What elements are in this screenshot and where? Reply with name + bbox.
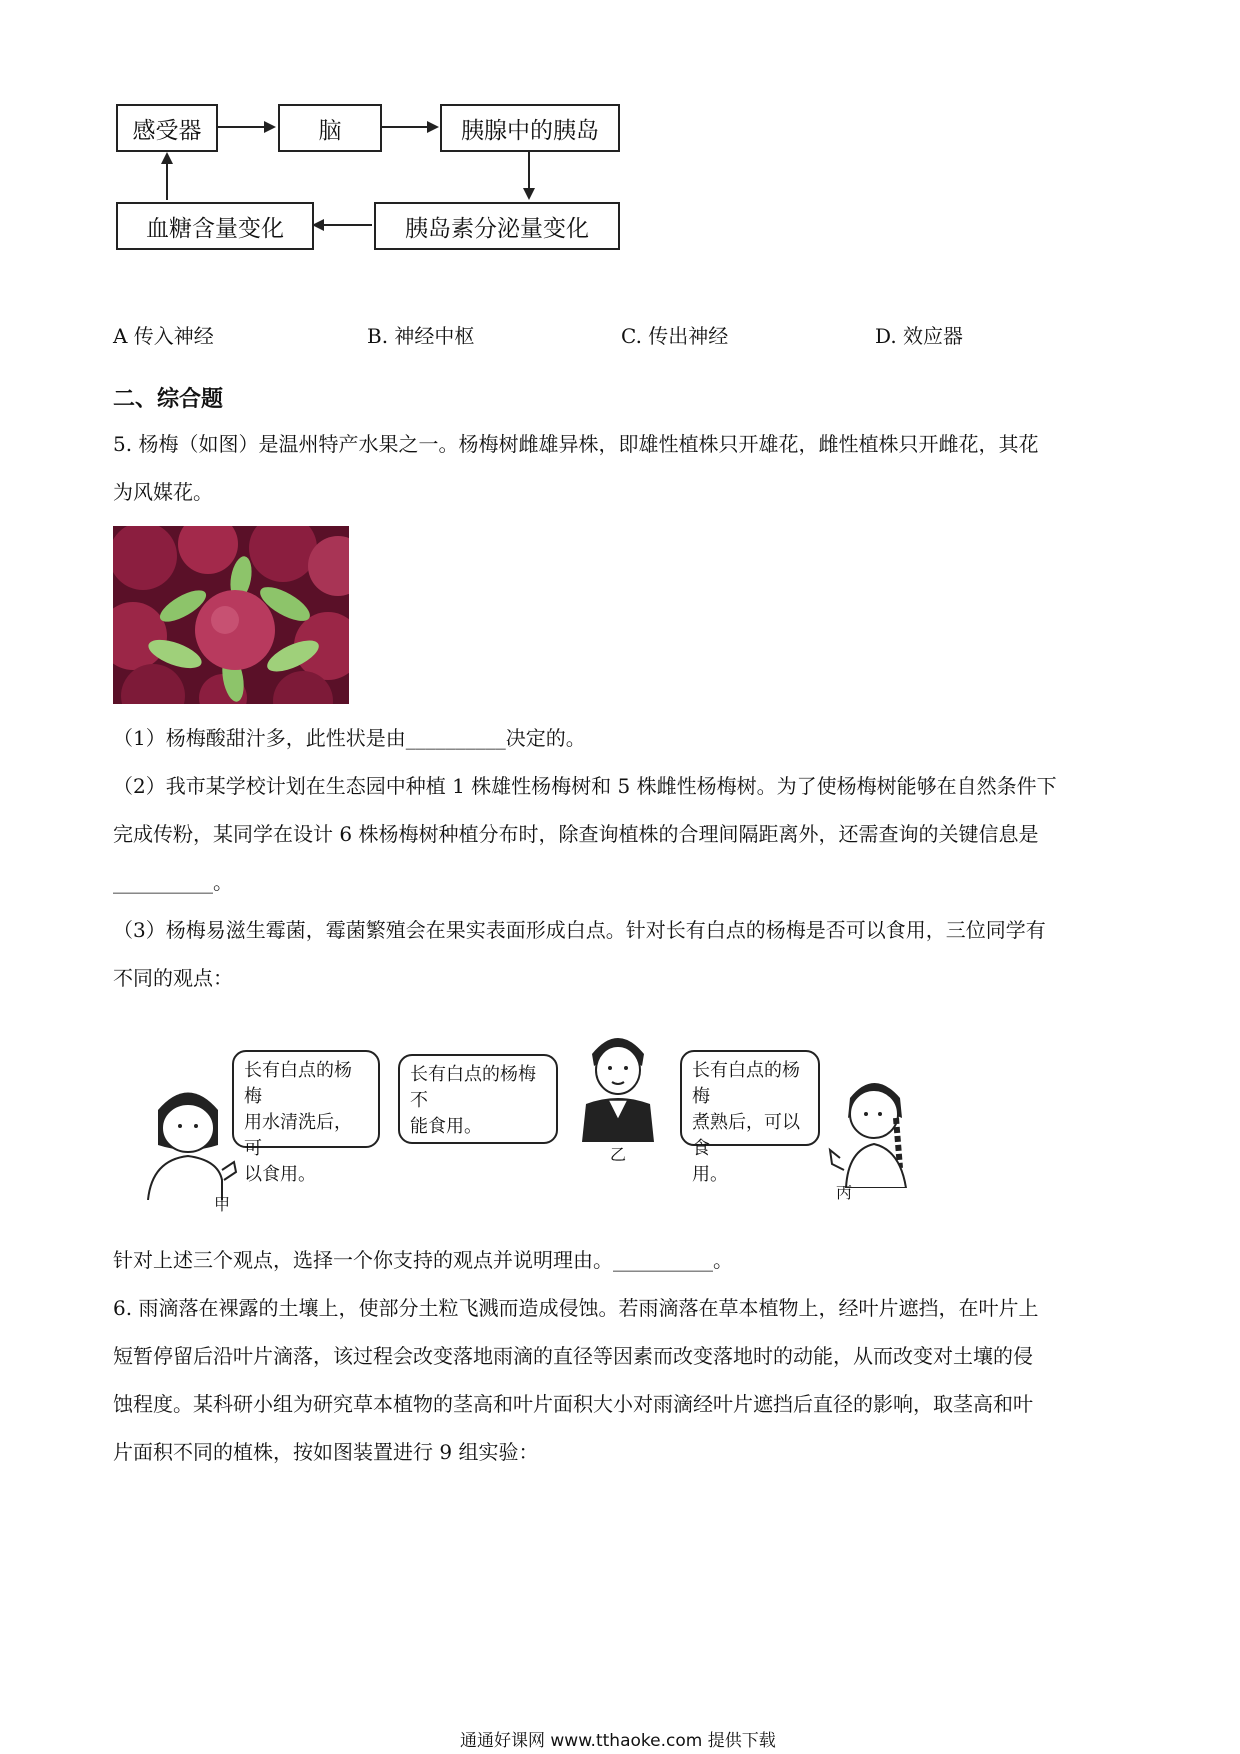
q5-intro-line2: 为风媒花。	[113, 480, 213, 504]
insulin-change-box	[374, 202, 620, 250]
arrow-glucose-receptor	[166, 164, 168, 200]
q6-line2: 短暂停留后沿叶片滴落，该过程会改变落地雨滴的直径等因素而改变落地时的动能，从而改变对土壤的侵	[113, 1344, 1033, 1368]
q5-part2-line2: 完成传粉，某同学在设计 6 株杨梅树种植分布时，除查询植株的合理间隔距离外，还需查询的关键信息是	[113, 822, 1039, 846]
q6-line3: 蚀程度。某科研小组为研究草本植物的茎高和叶片面积大小对雨滴经叶片遮挡后直径的影响，取茎高和叶	[113, 1392, 1033, 1416]
arrowhead-brain-islet	[427, 121, 439, 133]
arrow-insulin-glucose	[324, 224, 372, 226]
student-yi-figure	[578, 1024, 658, 1142]
bubble-jia: 长有白点的杨梅 用水清洗后，可 以食用。	[232, 1050, 380, 1148]
glucose-change-box	[116, 202, 314, 250]
label-yi: 乙	[610, 1145, 627, 1164]
glucose-change-label: 血糖含量变化	[146, 215, 284, 242]
label-bing: 丙	[836, 1183, 853, 1202]
brain-box	[278, 104, 382, 152]
islet-label: 胰腺中的胰岛	[461, 117, 599, 144]
q5-part3-line1: （3）杨梅易滋生霉菌，霉菌繁殖会在果实表面形成白点。针对长有白点的杨梅是否可以食用，三位同学有	[113, 918, 1046, 942]
bubble-bing: 长有白点的杨梅 煮熟后，可以食 用。	[680, 1050, 820, 1146]
receptor-box	[116, 104, 218, 152]
section-title: 二、综合题	[113, 387, 224, 412]
q6-line1: 6. 雨滴落在裸露的土壤上，使部分土粒飞溅而造成侵蚀。若雨滴落在草本植物上，经叶片遮挡，在叶片上	[113, 1296, 1039, 1320]
arrow-receptor-brain	[216, 126, 266, 128]
bubble-yi: 长有白点的杨梅不 能食用。	[398, 1054, 558, 1144]
footer-source: 通通好课网 www.tthaoke.com 提供下载	[460, 1731, 776, 1751]
q6-line4: 片面积不同的植株，按如图装置进行 9 组实验：	[113, 1440, 539, 1464]
arrowhead-insulin-glucose	[312, 219, 324, 231]
q5-part2-line3: __________。	[113, 870, 233, 894]
arrow-islet-insulin	[528, 150, 530, 188]
brain-label: 脑	[318, 117, 342, 144]
q5-conclusion: 针对上述三个观点，选择一个你支持的观点并说明理由。__________。	[113, 1248, 733, 1272]
student-jia-figure	[138, 1070, 238, 1200]
q5-part2-line1: （2）我市某学校计划在生态园中种植 1 株雄性杨梅树和 5 株雌性杨梅树。为了使杨梅树能够在自然条件下	[113, 774, 1057, 798]
arrowhead-islet-insulin	[523, 188, 535, 200]
q5-intro-line1: 5. 杨梅（如图）是温州特产水果之一。杨梅树雌雄异株，即雄性植株只开雄花，雌性植株只开雌花，其花	[113, 432, 1039, 456]
option-d[interactable]: D. 效应器	[875, 324, 964, 348]
islet-box	[440, 104, 620, 152]
receptor-label: 感受器	[132, 117, 202, 144]
label-jia: 甲	[214, 1195, 231, 1214]
q5-part1: （1）杨梅酸甜汁多，此性状是由__________决定的。	[113, 726, 586, 750]
bayberry-photo	[113, 526, 349, 704]
insulin-change-label: 胰岛素分泌量变化	[405, 215, 589, 242]
arrowhead-glucose-receptor	[161, 152, 173, 164]
option-c[interactable]: C. 传出神经	[621, 324, 729, 348]
option-b[interactable]: B. 神经中枢	[367, 324, 475, 348]
q5-part3-line2: 不同的观点：	[113, 966, 233, 990]
arrow-brain-islet	[380, 126, 428, 128]
student-bing-figure	[826, 1058, 922, 1188]
option-a[interactable]: A 传入神经	[113, 324, 214, 348]
arrowhead-receptor-brain	[264, 121, 276, 133]
